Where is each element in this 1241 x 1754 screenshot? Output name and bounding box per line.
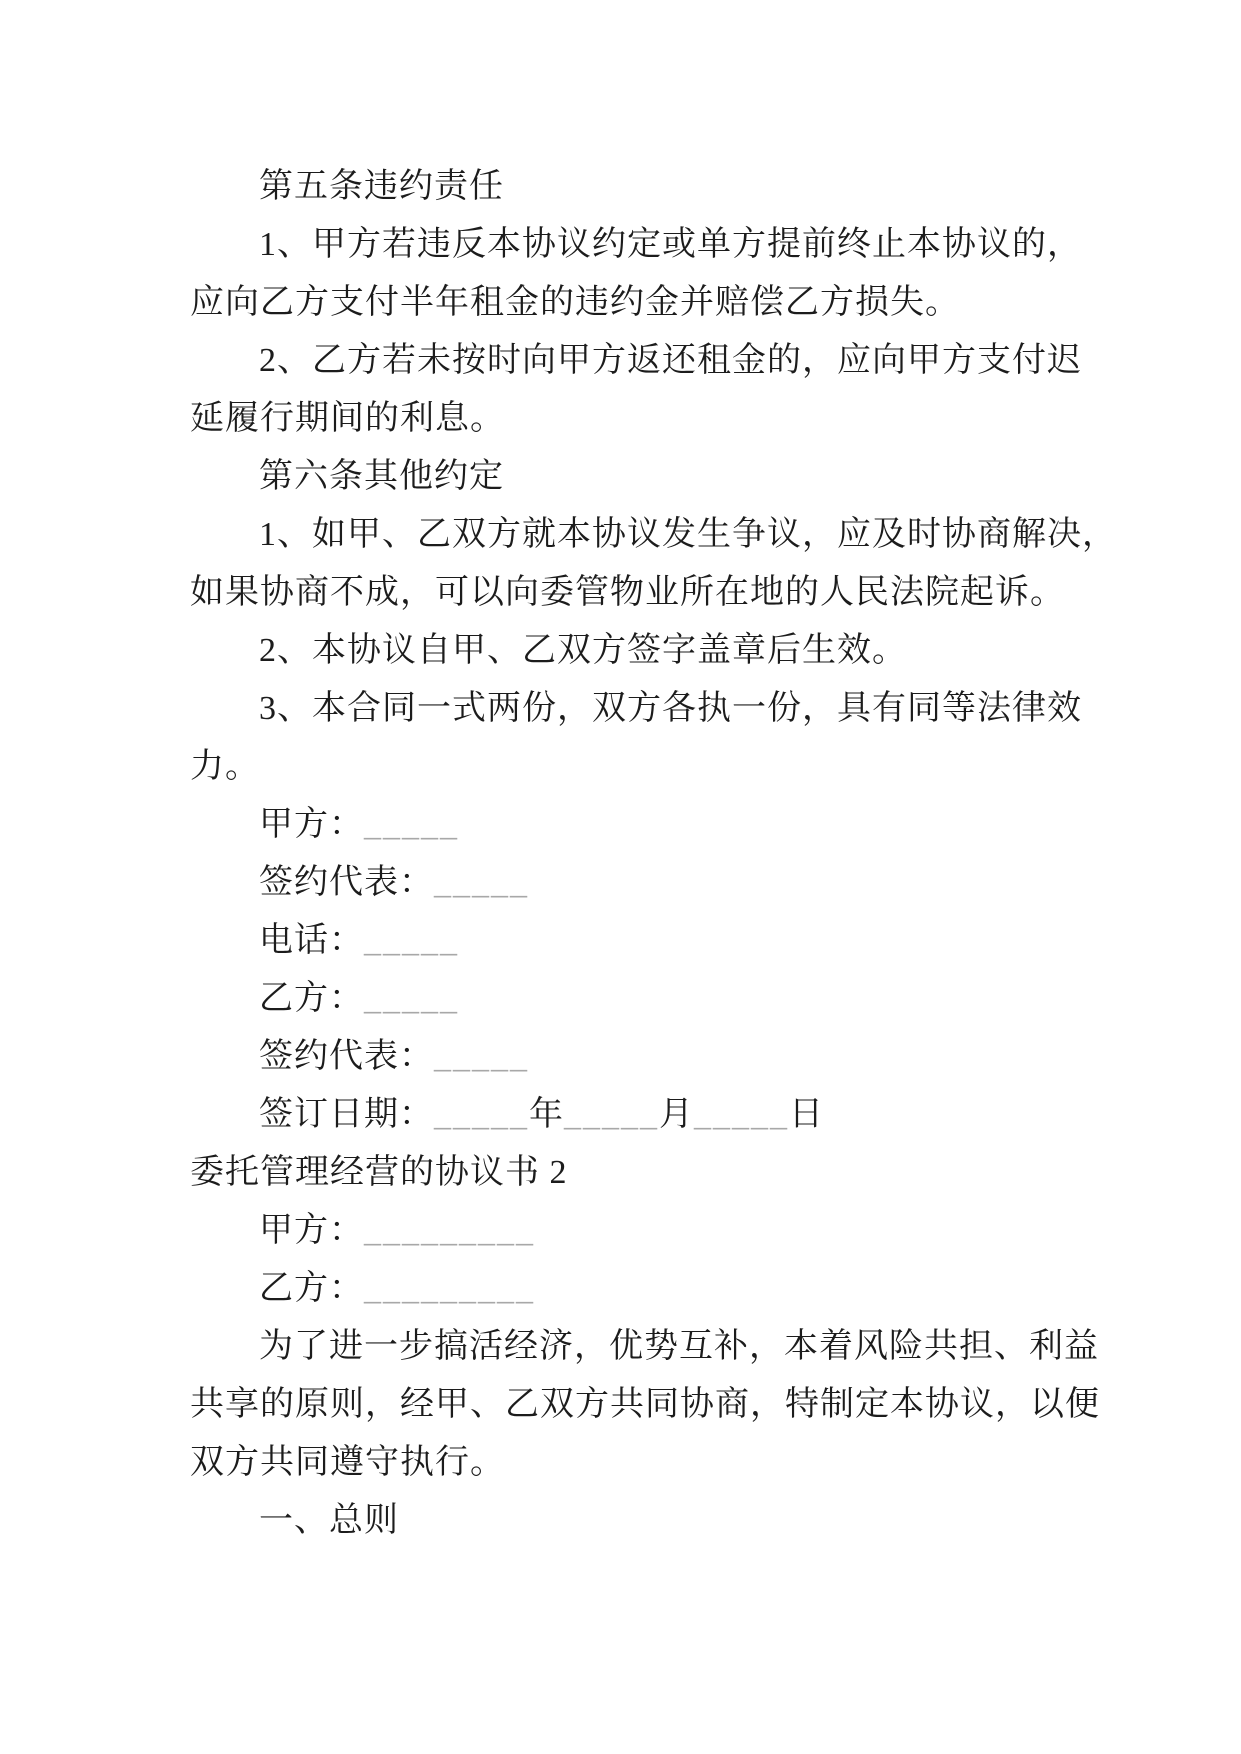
document-content (190, 158, 1117, 1550)
document-line (190, 1144, 1085, 1202)
document-line (190, 1376, 1100, 1434)
line-text: 1、如甲、乙双方就本协议发生争议，应及时协商解决， (259, 516, 1117, 553)
document-line (190, 332, 1085, 390)
document-line (190, 1318, 1099, 1376)
blank-underline: _____ (434, 1038, 529, 1075)
document-line (190, 564, 1085, 622)
document-line (190, 854, 1085, 912)
blank-underline: _________ (364, 1212, 535, 1249)
line-text: 签订日期： (259, 1096, 434, 1133)
line-text: 延履行期间的利息。 (190, 400, 505, 437)
document-line (190, 680, 1085, 738)
document-line (190, 1202, 1085, 1260)
document-line (190, 1028, 1085, 1086)
document-line (190, 738, 1085, 796)
document-line (190, 1434, 1085, 1492)
line-text: 力。 (190, 748, 260, 785)
line-text: 一、总则 (259, 1502, 399, 1539)
line-text: 2、本协议自甲、乙双方签字盖章后生效。 (259, 632, 907, 669)
blank-underline: _____ (364, 980, 459, 1017)
blank-underline: _____ (694, 1096, 789, 1133)
line-text: 甲方： (259, 806, 364, 843)
document-line (190, 274, 1085, 332)
blank-underline: _____ (364, 922, 459, 959)
line-text: 为了进一步搞活经济，优势互补，本着风险共担、利益 (259, 1328, 1099, 1365)
line-text: 第六条其他约定 (259, 458, 504, 495)
line-text: 日 (789, 1096, 824, 1133)
document-line (190, 158, 1085, 216)
line-text: 如果协商不成，可以向委管物业所在地的人民法院起诉。 (190, 574, 1065, 611)
document-line (190, 1260, 1085, 1318)
document-line (190, 216, 1085, 274)
blank-underline: _____ (564, 1096, 659, 1133)
line-text: 应向乙方支付半年租金的违约金并赔偿乙方损失。 (190, 284, 960, 321)
line-text: 签约代表： (259, 864, 434, 901)
line-text: 1、甲方若违反本协议约定或单方提前终止本协议的， (259, 226, 1082, 263)
line-text: 甲方： (259, 1212, 364, 1249)
blank-underline: _____ (434, 1096, 529, 1133)
line-text: 2、乙方若未按时向甲方返还租金的，应向甲方支付迟 (259, 342, 1082, 379)
document-line (190, 622, 1085, 680)
line-text: 乙方： (259, 1270, 364, 1307)
line-text: 签约代表： (259, 1038, 434, 1075)
line-text: 月 (659, 1096, 694, 1133)
document-line (190, 912, 1085, 970)
document-line (190, 796, 1085, 854)
document-line (190, 1492, 1085, 1550)
blank-underline: _________ (364, 1270, 535, 1307)
line-text: 第五条违约责任 (259, 168, 504, 205)
line-text: 委托管理经营的协议书 2 (190, 1154, 568, 1191)
document-line (190, 390, 1085, 448)
line-text: 双方共同遵守执行。 (190, 1444, 505, 1481)
blank-underline: _____ (364, 806, 459, 843)
line-text: 年 (529, 1096, 564, 1133)
line-text: 电话： (259, 922, 364, 959)
document-line (190, 1086, 1085, 1144)
line-text: 乙方： (259, 980, 364, 1017)
line-text: 3、本合同一式两份，双方各执一份，具有同等法律效 (259, 690, 1082, 727)
document-line (190, 448, 1085, 506)
blank-underline: _____ (434, 864, 529, 901)
line-text: 共享的原则，经甲、乙双方共同协商，特制定本协议，以便 (190, 1386, 1100, 1423)
document-line (190, 970, 1085, 1028)
document-line (190, 506, 1117, 564)
